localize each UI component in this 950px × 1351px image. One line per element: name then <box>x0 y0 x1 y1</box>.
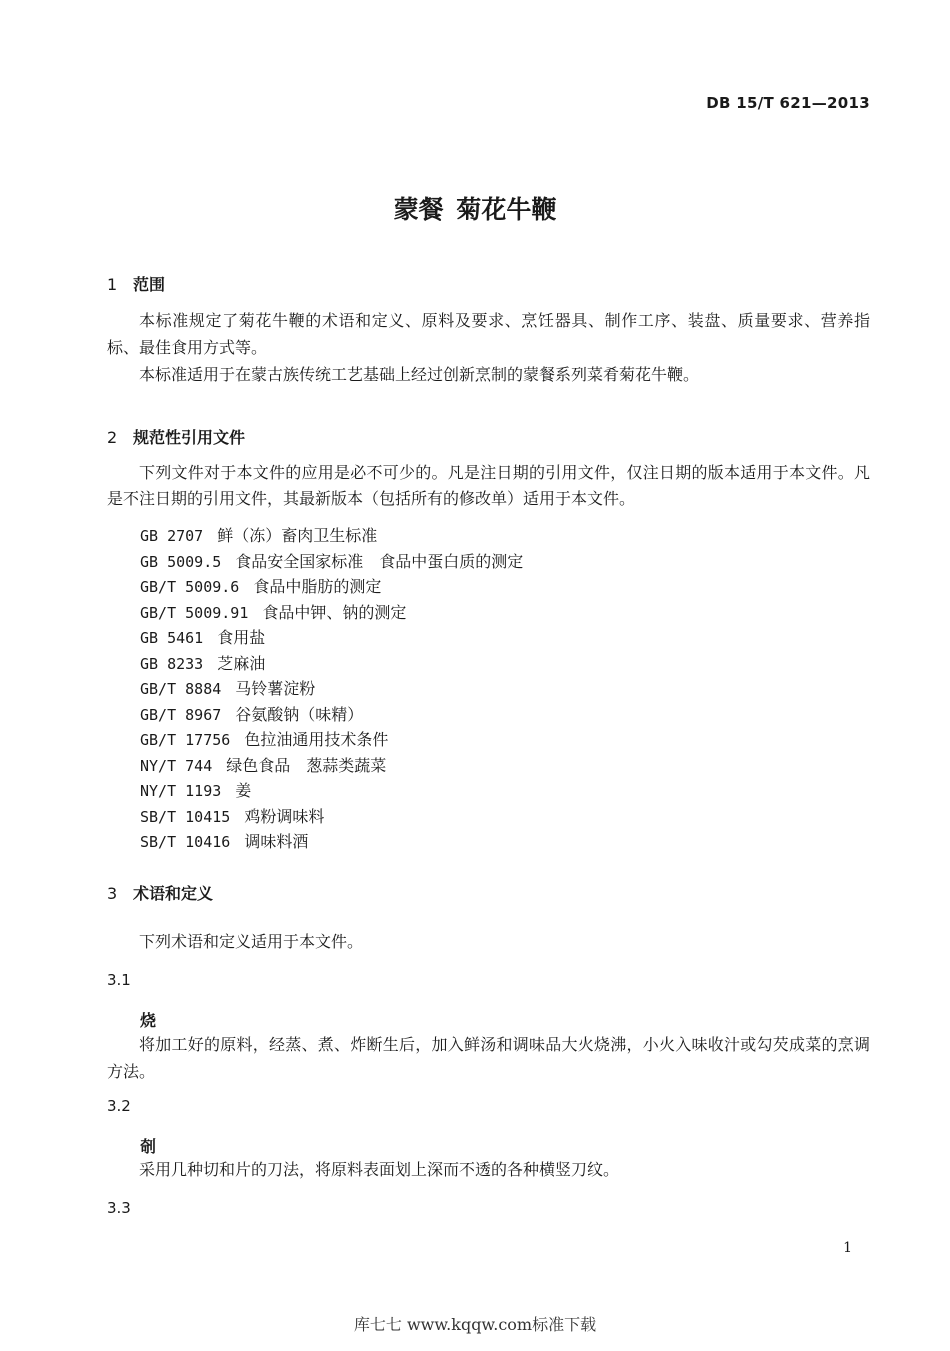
references-intro: 下列文件对于本文件的应用是必不可少的。凡是注日期的引用文件，仅注日期的版本适用于本文件。凡是不注日期的引用文件，其最新版本（包括所有的修改单）适用于本文件。 <box>107 463 870 508</box>
reference-item <box>140 676 523 702</box>
reference-code: GB/T 8967 <box>140 705 222 724</box>
reference-item <box>140 651 523 677</box>
clause-number: 3.2 <box>107 1097 131 1115</box>
reference-title: 绿色食品 葱蒜类蔬菜 <box>226 755 387 775</box>
scope-paragraph-2: 本标准适用于在蒙古族传统工艺基础上经过创新烹制的蒙餐系列菜肴菊花牛鞭。 <box>139 365 700 384</box>
section-title: 范围 <box>133 275 166 294</box>
reference-code: GB 8233 <box>140 654 204 673</box>
term-name: 剞 <box>140 1137 157 1156</box>
reference-item <box>140 829 523 855</box>
reference-title: 芝麻油 <box>217 653 266 673</box>
reference-code: GB/T 17756 <box>140 731 231 749</box>
reference-title: 鲜（冻）畜肉卫生标准 <box>217 526 378 545</box>
document-title: 蒙餐 菊花牛鞭 <box>393 195 557 224</box>
reference-title: 食品中钾、钠的测定 <box>262 602 407 622</box>
clause-number: 3.1 <box>107 971 131 989</box>
reference-title: 色拉油通用技术条件 <box>244 730 389 749</box>
reference-title: 姜 <box>235 781 252 800</box>
reference-code: SB/T 10416 <box>140 833 231 851</box>
section-3-heading <box>107 881 213 904</box>
reference-code: GB 5009.5 <box>140 552 222 571</box>
reference-item <box>140 574 523 600</box>
reference-title: 食品安全国家标准 食品中蛋白质的测定 <box>235 551 524 571</box>
reference-code: GB 2707 <box>140 527 204 545</box>
reference-item <box>140 702 523 728</box>
section-number: 3 <box>107 884 118 903</box>
reference-code: GB/T 5009.91 <box>140 603 249 622</box>
reference-title: 食用盐 <box>217 628 266 647</box>
scope-paragraph-1: 本标准规定了菊花牛鞭的术语和定义、原料及要求、烹饪器具、制作工序、装盘、质量要求、营养指标、最佳食用方式等。 <box>107 311 870 357</box>
footer-watermark: 库七七 www.kqqw.com标准下载 <box>353 1315 597 1334</box>
reference-title: 食品中脂肪的测定 <box>253 577 382 596</box>
reference-title: 谷氨酸钠（味精） <box>235 704 364 724</box>
section-number: 2 <box>107 428 118 447</box>
reference-code: NY/T 1193 <box>140 782 222 800</box>
standard-code: DB 15/T 621—2013 <box>706 94 870 112</box>
reference-code: GB/T 8884 <box>140 680 222 698</box>
reference-code: NY/T 744 <box>140 756 213 775</box>
reference-item <box>140 804 523 830</box>
term-name: 烧 <box>140 1011 157 1030</box>
reference-title: 马铃薯淀粉 <box>235 679 316 698</box>
reference-title: 调味料酒 <box>244 832 309 851</box>
terms-intro: 下列术语和定义适用于本文件。 <box>139 932 364 951</box>
term-definition: 采用几种切和片的刀法，将原料表面划上深而不透的各种横竖刀纹。 <box>139 1160 620 1179</box>
section-title: 术语和定义 <box>133 884 214 903</box>
reference-item <box>140 523 523 549</box>
reference-code: SB/T 10415 <box>140 807 231 826</box>
reference-item <box>140 727 523 753</box>
term-definition: 将加工好的原料，经蒸、煮、炸断生后，加入鲜汤和调味品大火烧沸，小火入味收汁或勾芡成菜的烹调方法。 <box>107 1035 870 1081</box>
reference-item <box>140 549 523 575</box>
section-title: 规范性引用文件 <box>133 428 246 447</box>
reference-code: GB 5461 <box>140 629 204 647</box>
reference-item <box>140 600 523 626</box>
clause-number: 3.3 <box>107 1199 131 1217</box>
reference-item <box>140 778 523 804</box>
reference-item <box>140 753 523 779</box>
section-1-heading <box>107 272 165 295</box>
reference-code: GB/T 5009.6 <box>140 578 240 596</box>
reference-list <box>140 523 523 855</box>
reference-title: 鸡粉调味料 <box>244 806 325 826</box>
reference-item <box>140 625 523 651</box>
section-number: 1 <box>107 275 118 294</box>
page-number: 1 <box>843 1240 852 1256</box>
section-2-heading <box>107 425 245 448</box>
